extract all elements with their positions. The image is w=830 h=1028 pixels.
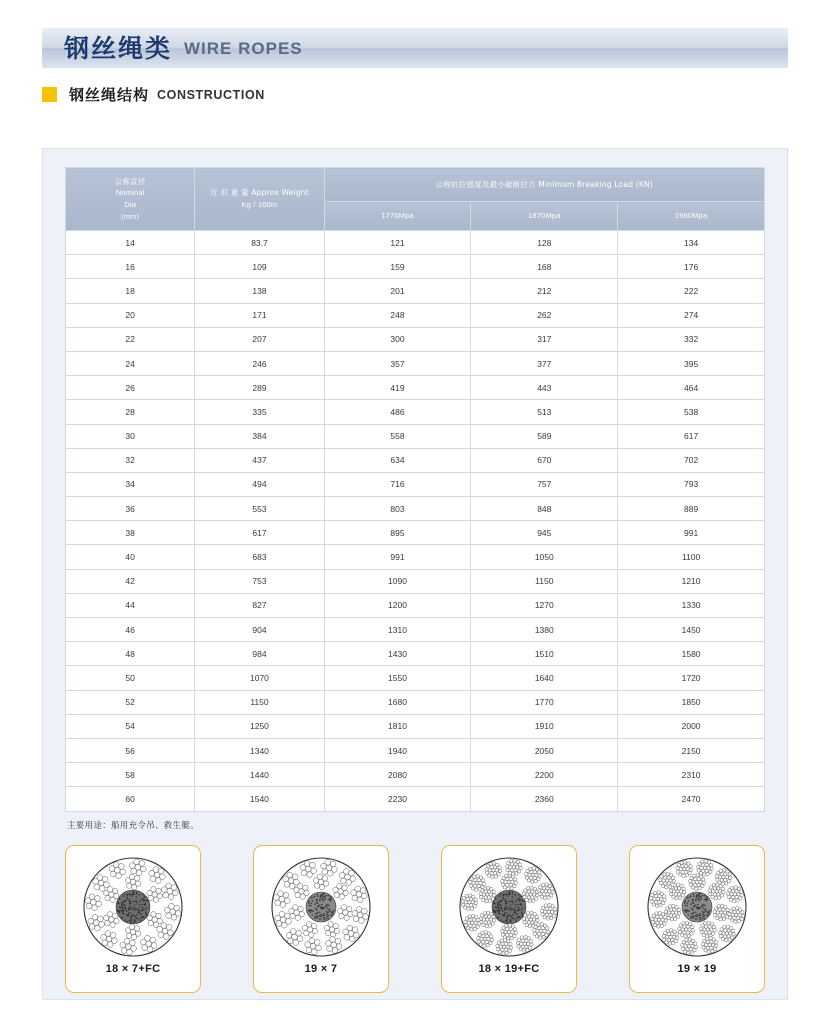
- cell-mbl-1960: 2470: [618, 787, 765, 811]
- header-approx-weight: [195, 168, 324, 231]
- cell-approx-weight: 1070: [195, 666, 324, 690]
- cell-mbl-1870: 1770: [471, 690, 618, 714]
- cell-mbl-1960: 1720: [618, 666, 765, 690]
- page-header: [42, 28, 788, 68]
- table-row: [66, 763, 765, 787]
- table-row: [66, 666, 765, 690]
- section-title-cn: 钢丝绳结构: [69, 86, 150, 104]
- rope-figure-card: [65, 845, 201, 993]
- table-row: [66, 424, 765, 448]
- header-nominal-dia-unit: (mm): [121, 211, 140, 221]
- cell-mbl-1960: 617: [618, 424, 765, 448]
- cell-approx-weight: 904: [195, 618, 324, 642]
- header-title-cn: 钢丝绳类: [64, 33, 173, 63]
- cell-approx-weight: 384: [195, 424, 324, 448]
- header-title-en: WIRE ROPES: [184, 38, 303, 58]
- cell-mbl-1870: 377: [471, 351, 618, 375]
- cell-mbl-1870: 589: [471, 424, 618, 448]
- header-breaking-load-group: [324, 168, 764, 202]
- header-breaking-load-text: 公称抗拉强度及最小破断拉力 Minimum Breaking Load (KN): [435, 179, 653, 189]
- cell-nominal-dia: 48: [66, 642, 195, 666]
- usage-note: 主要用途：船用充令吊、救生艇。: [67, 820, 200, 831]
- cell-nominal-dia: 26: [66, 376, 195, 400]
- spec-table-wrapper: [65, 167, 765, 812]
- cell-nominal-dia: 24: [66, 351, 195, 375]
- cell-nominal-dia: 36: [66, 497, 195, 521]
- table-row: [66, 569, 765, 593]
- cell-mbl-1870: 2360: [471, 787, 618, 811]
- cell-mbl-1870: 757: [471, 472, 618, 496]
- cell-mbl-1870: 1510: [471, 642, 618, 666]
- cell-nominal-dia: 46: [66, 618, 195, 642]
- cell-mbl-1770: 1430: [324, 642, 471, 666]
- table-head-row-1: [66, 168, 765, 202]
- cell-mbl-1770: 357: [324, 351, 471, 375]
- cell-mbl-1960: 1100: [618, 545, 765, 569]
- cell-mbl-1960: 889: [618, 497, 765, 521]
- cell-mbl-1770: 121: [324, 231, 471, 255]
- cell-approx-weight: 494: [195, 472, 324, 496]
- table-row: [66, 738, 765, 762]
- page: [0, 28, 830, 1028]
- cell-nominal-dia: 30: [66, 424, 195, 448]
- cell-nominal-dia: 18: [66, 279, 195, 303]
- cell-mbl-1770: 895: [324, 521, 471, 545]
- cell-mbl-1770: 1940: [324, 738, 471, 762]
- table-row: [66, 400, 765, 424]
- cell-mbl-1960: 538: [618, 400, 765, 424]
- table-row: [66, 351, 765, 375]
- rope-cross-section-19x7-icon: [265, 854, 377, 962]
- table-row: [66, 448, 765, 472]
- header-grade-1870: 1870Mpa: [471, 202, 618, 231]
- table-row: [66, 472, 765, 496]
- table-row: [66, 327, 765, 351]
- header-approx-weight-l2: Kg / 100m: [241, 200, 278, 209]
- table-row: [66, 521, 765, 545]
- cell-nominal-dia: 38: [66, 521, 195, 545]
- cell-mbl-1960: 332: [618, 327, 765, 351]
- cell-mbl-1870: 670: [471, 448, 618, 472]
- cell-mbl-1960: 464: [618, 376, 765, 400]
- cell-mbl-1770: 1200: [324, 593, 471, 617]
- cell-mbl-1870: 945: [471, 521, 618, 545]
- header-grade-1960: 1960Mpa: [618, 202, 765, 231]
- cell-approx-weight: 437: [195, 448, 324, 472]
- cell-approx-weight: 171: [195, 303, 324, 327]
- cell-mbl-1770: 1550: [324, 666, 471, 690]
- cell-mbl-1960: 1450: [618, 618, 765, 642]
- cell-mbl-1960: 702: [618, 448, 765, 472]
- cell-mbl-1960: 1210: [618, 569, 765, 593]
- cell-nominal-dia: 20: [66, 303, 195, 327]
- rope-figure-caption: 18 × 19+FC: [478, 962, 540, 975]
- cell-mbl-1960: 2150: [618, 738, 765, 762]
- cell-mbl-1770: 991: [324, 545, 471, 569]
- cell-approx-weight: 335: [195, 400, 324, 424]
- cell-approx-weight: 1440: [195, 763, 324, 787]
- cell-mbl-1770: 2080: [324, 763, 471, 787]
- table-row: [66, 714, 765, 738]
- cell-mbl-1870: 513: [471, 400, 618, 424]
- cell-nominal-dia: 44: [66, 593, 195, 617]
- cell-approx-weight: 246: [195, 351, 324, 375]
- table-row: [66, 497, 765, 521]
- cell-mbl-1770: 159: [324, 255, 471, 279]
- cell-mbl-1960: 176: [618, 255, 765, 279]
- rope-figure-list: [65, 845, 765, 993]
- header-nominal-dia-en2: Dia: [124, 200, 137, 209]
- cell-mbl-1770: 1810: [324, 714, 471, 738]
- cell-mbl-1870: 1380: [471, 618, 618, 642]
- cell-nominal-dia: 22: [66, 327, 195, 351]
- rope-figure-caption: 18 × 7+FC: [105, 962, 161, 975]
- cell-mbl-1870: 2050: [471, 738, 618, 762]
- cell-approx-weight: 1250: [195, 714, 324, 738]
- cell-mbl-1870: 128: [471, 231, 618, 255]
- cell-nominal-dia: 52: [66, 690, 195, 714]
- cell-approx-weight: 1340: [195, 738, 324, 762]
- cell-mbl-1770: 803: [324, 497, 471, 521]
- cell-approx-weight: 553: [195, 497, 324, 521]
- square-marker-icon: [42, 87, 57, 102]
- cell-approx-weight: 83.7: [195, 231, 324, 255]
- table-body: [66, 231, 765, 812]
- content-panel: [42, 148, 788, 1000]
- cell-mbl-1960: 274: [618, 303, 765, 327]
- header-approx-weight-l1: 近 似 重 量 Approx Weight: [210, 188, 309, 198]
- rope-cross-section-18x7-fc-icon: [77, 854, 189, 962]
- cell-mbl-1960: 134: [618, 231, 765, 255]
- cell-nominal-dia: 32: [66, 448, 195, 472]
- cell-approx-weight: 617: [195, 521, 324, 545]
- cell-approx-weight: 827: [195, 593, 324, 617]
- cell-mbl-1770: 1090: [324, 569, 471, 593]
- cell-mbl-1870: 212: [471, 279, 618, 303]
- cell-nominal-dia: 42: [66, 569, 195, 593]
- cell-nominal-dia: 28: [66, 400, 195, 424]
- cell-nominal-dia: 58: [66, 763, 195, 787]
- cell-nominal-dia: 16: [66, 255, 195, 279]
- section-title-en: CONSTRUCTION: [157, 87, 265, 102]
- table-row: [66, 255, 765, 279]
- cell-mbl-1870: 848: [471, 497, 618, 521]
- cell-mbl-1770: 248: [324, 303, 471, 327]
- section-heading: [42, 84, 788, 105]
- rope-cross-section-19x19-icon: [641, 854, 753, 962]
- table-row: [66, 690, 765, 714]
- cell-mbl-1960: 2000: [618, 714, 765, 738]
- cell-mbl-1870: 168: [471, 255, 618, 279]
- header-nominal-dia-cn: 公称直径: [114, 176, 146, 186]
- cell-approx-weight: 1540: [195, 787, 324, 811]
- cell-mbl-1770: 486: [324, 400, 471, 424]
- cell-approx-weight: 1150: [195, 690, 324, 714]
- cell-mbl-1770: 2230: [324, 787, 471, 811]
- table-row: [66, 787, 765, 811]
- spec-table: [65, 167, 765, 812]
- table-row: [66, 618, 765, 642]
- cell-nominal-dia: 40: [66, 545, 195, 569]
- table-row: [66, 279, 765, 303]
- cell-mbl-1960: 1330: [618, 593, 765, 617]
- cell-nominal-dia: 34: [66, 472, 195, 496]
- cell-approx-weight: 753: [195, 569, 324, 593]
- cell-mbl-1770: 634: [324, 448, 471, 472]
- cell-mbl-1770: 300: [324, 327, 471, 351]
- cell-mbl-1870: 262: [471, 303, 618, 327]
- header-nominal-dia: [66, 168, 195, 231]
- cell-mbl-1960: 2310: [618, 763, 765, 787]
- cell-mbl-1960: 793: [618, 472, 765, 496]
- cell-approx-weight: 683: [195, 545, 324, 569]
- cell-nominal-dia: 60: [66, 787, 195, 811]
- cell-mbl-1870: 443: [471, 376, 618, 400]
- cell-mbl-1870: 317: [471, 327, 618, 351]
- cell-mbl-1960: 395: [618, 351, 765, 375]
- table-row: [66, 545, 765, 569]
- cell-nominal-dia: 54: [66, 714, 195, 738]
- cell-nominal-dia: 50: [66, 666, 195, 690]
- cell-mbl-1960: 1580: [618, 642, 765, 666]
- header-nominal-dia-en1: Nominal: [115, 188, 145, 198]
- table-row: [66, 231, 765, 255]
- cell-approx-weight: 289: [195, 376, 324, 400]
- cell-mbl-1960: 1850: [618, 690, 765, 714]
- header-grade-1770: 1770Mpa: [324, 202, 471, 231]
- rope-figure-card: [253, 845, 389, 993]
- cell-mbl-1870: 2200: [471, 763, 618, 787]
- cell-nominal-dia: 56: [66, 738, 195, 762]
- rope-figure-caption: 19 × 7: [304, 962, 338, 975]
- cell-mbl-1870: 1270: [471, 593, 618, 617]
- cell-nominal-dia: 14: [66, 231, 195, 255]
- table-row: [66, 642, 765, 666]
- table-row: [66, 593, 765, 617]
- cell-mbl-1770: 1680: [324, 690, 471, 714]
- cell-mbl-1870: 1640: [471, 666, 618, 690]
- cell-mbl-1870: 1150: [471, 569, 618, 593]
- rope-figure-card: [629, 845, 765, 993]
- cell-mbl-1960: 991: [618, 521, 765, 545]
- cell-mbl-1770: 1310: [324, 618, 471, 642]
- cell-mbl-1770: 419: [324, 376, 471, 400]
- table-head: [66, 168, 765, 231]
- table-row: [66, 376, 765, 400]
- cell-approx-weight: 109: [195, 255, 324, 279]
- rope-cross-section-18x19-fc-icon: [453, 854, 565, 962]
- rope-figure-card: [441, 845, 577, 993]
- cell-mbl-1770: 558: [324, 424, 471, 448]
- cell-mbl-1870: 1910: [471, 714, 618, 738]
- rope-figure-caption: 19 × 19: [677, 962, 717, 975]
- cell-mbl-1770: 716: [324, 472, 471, 496]
- cell-mbl-1770: 201: [324, 279, 471, 303]
- cell-approx-weight: 207: [195, 327, 324, 351]
- table-row: [66, 303, 765, 327]
- cell-approx-weight: 138: [195, 279, 324, 303]
- cell-approx-weight: 984: [195, 642, 324, 666]
- cell-mbl-1960: 222: [618, 279, 765, 303]
- cell-mbl-1870: 1050: [471, 545, 618, 569]
